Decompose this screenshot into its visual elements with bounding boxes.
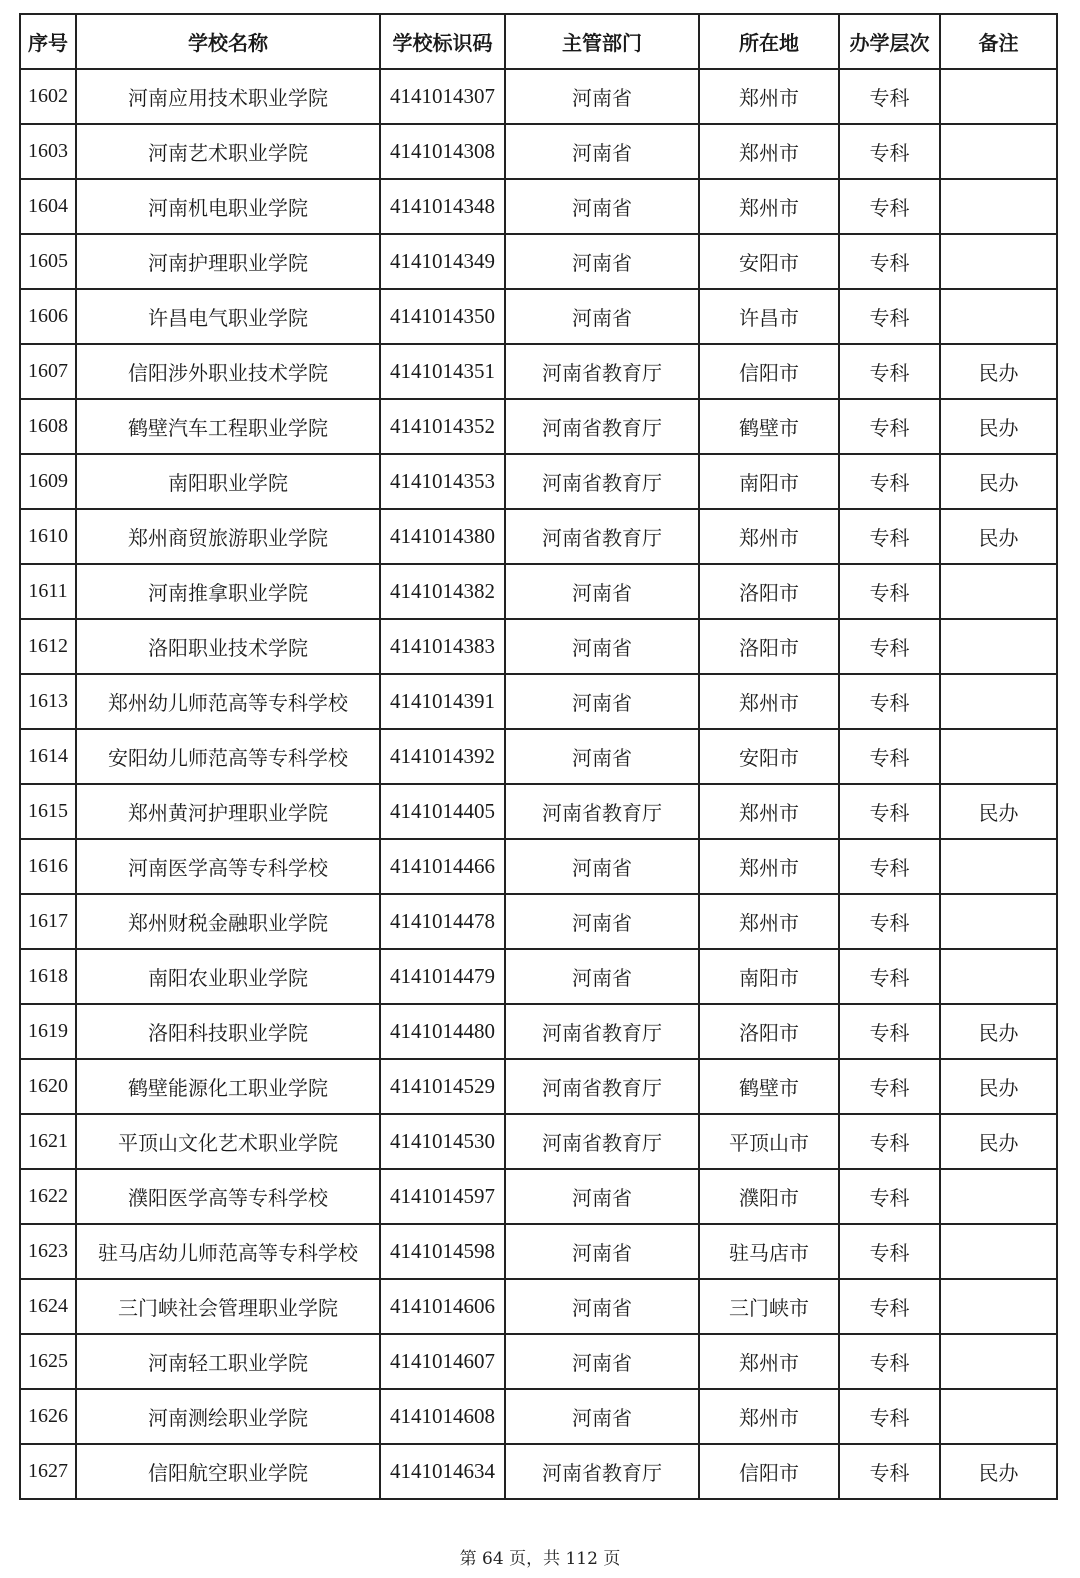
cell-location: 三门峡市 <box>699 1279 839 1334</box>
cell-level: 专科 <box>839 399 940 454</box>
cell-department: 河南省 <box>505 894 699 949</box>
table-row <box>20 674 1057 729</box>
cell-department: 河南省 <box>505 1279 699 1334</box>
cell-level: 专科 <box>839 1004 940 1059</box>
cell-location: 郑州市 <box>699 69 839 124</box>
cell-seq: 1611 <box>20 564 76 619</box>
table-row <box>20 1389 1057 1444</box>
cell-location: 南阳市 <box>699 949 839 1004</box>
cell-note <box>940 69 1057 124</box>
cell-level: 专科 <box>839 1389 940 1444</box>
cell-note <box>940 564 1057 619</box>
cell-department: 河南省教育厅 <box>505 1004 699 1059</box>
cell-level: 专科 <box>839 784 940 839</box>
cell-school-code: 4141014597 <box>380 1169 505 1224</box>
table-row <box>20 729 1057 784</box>
table-row <box>20 344 1057 399</box>
cell-seq: 1626 <box>20 1389 76 1444</box>
cell-department: 河南省 <box>505 234 699 289</box>
cell-seq: 1621 <box>20 1114 76 1169</box>
cell-level: 专科 <box>839 839 940 894</box>
cell-note: 民办 <box>940 399 1057 454</box>
cell-seq: 1606 <box>20 289 76 344</box>
cell-department: 河南省 <box>505 949 699 1004</box>
cell-seq: 1607 <box>20 344 76 399</box>
cell-school-name: 洛阳职业技术学院 <box>76 619 380 674</box>
cell-level: 专科 <box>839 509 940 564</box>
cell-school-name: 河南医学高等专科学校 <box>76 839 380 894</box>
cell-level: 专科 <box>839 1169 940 1224</box>
cell-location: 郑州市 <box>699 179 839 234</box>
cell-location: 郑州市 <box>699 124 839 179</box>
cell-location: 洛阳市 <box>699 619 839 674</box>
cell-department: 河南省教育厅 <box>505 1114 699 1169</box>
cell-school-code: 4141014352 <box>380 399 505 454</box>
cell-school-name: 河南护理职业学院 <box>76 234 380 289</box>
cell-school-code: 4141014350 <box>380 289 505 344</box>
table-header <box>20 14 1057 69</box>
cell-note: 民办 <box>940 1059 1057 1114</box>
cell-school-code: 4141014530 <box>380 1114 505 1169</box>
cell-note <box>940 619 1057 674</box>
cell-seq: 1614 <box>20 729 76 784</box>
cell-location: 信阳市 <box>699 1444 839 1499</box>
cell-seq: 1618 <box>20 949 76 1004</box>
cell-school-code: 4141014405 <box>380 784 505 839</box>
cell-location: 信阳市 <box>699 344 839 399</box>
cell-note <box>940 1279 1057 1334</box>
cell-school-code: 4141014348 <box>380 179 505 234</box>
cell-seq: 1613 <box>20 674 76 729</box>
cell-location: 郑州市 <box>699 509 839 564</box>
cell-school-code: 4141014598 <box>380 1224 505 1279</box>
table-row <box>20 454 1057 509</box>
table-row <box>20 1004 1057 1059</box>
cell-seq: 1612 <box>20 619 76 674</box>
cell-seq: 1604 <box>20 179 76 234</box>
cell-school-code: 4141014529 <box>380 1059 505 1114</box>
cell-school-name: 鹤壁能源化工职业学院 <box>76 1059 380 1114</box>
cell-school-code: 4141014608 <box>380 1389 505 1444</box>
cell-school-code: 4141014308 <box>380 124 505 179</box>
table-row <box>20 69 1057 124</box>
cell-seq: 1610 <box>20 509 76 564</box>
cell-school-name: 郑州幼儿师范高等专科学校 <box>76 674 380 729</box>
cell-school-code: 4141014391 <box>380 674 505 729</box>
cell-note <box>940 1224 1057 1279</box>
cell-school-code: 4141014353 <box>380 454 505 509</box>
cell-note: 民办 <box>940 509 1057 564</box>
cell-location: 平顶山市 <box>699 1114 839 1169</box>
cell-seq: 1616 <box>20 839 76 894</box>
table-row <box>20 399 1057 454</box>
cell-school-name: 鹤壁汽车工程职业学院 <box>76 399 380 454</box>
table-row <box>20 124 1057 179</box>
cell-seq: 1605 <box>20 234 76 289</box>
cell-seq: 1609 <box>20 454 76 509</box>
cell-seq: 1602 <box>20 69 76 124</box>
cell-department: 河南省教育厅 <box>505 784 699 839</box>
cell-level: 专科 <box>839 69 940 124</box>
cell-location: 郑州市 <box>699 894 839 949</box>
school-list-table <box>19 13 1058 1500</box>
cell-seq: 1603 <box>20 124 76 179</box>
cell-school-code: 4141014466 <box>380 839 505 894</box>
cell-school-code: 4141014392 <box>380 729 505 784</box>
cell-note <box>940 839 1057 894</box>
cell-location: 驻马店市 <box>699 1224 839 1279</box>
cell-department: 河南省 <box>505 69 699 124</box>
header-department: 主管部门 <box>505 14 699 69</box>
cell-school-code: 4141014606 <box>380 1279 505 1334</box>
cell-department: 河南省教育厅 <box>505 454 699 509</box>
cell-school-name: 许昌电气职业学院 <box>76 289 380 344</box>
table-row <box>20 784 1057 839</box>
cell-school-name: 河南应用技术职业学院 <box>76 69 380 124</box>
cell-department: 河南省教育厅 <box>505 399 699 454</box>
cell-location: 安阳市 <box>699 234 839 289</box>
cell-seq: 1627 <box>20 1444 76 1499</box>
table-row <box>20 509 1057 564</box>
cell-location: 洛阳市 <box>699 1004 839 1059</box>
table-row <box>20 949 1057 1004</box>
cell-school-code: 4141014307 <box>380 69 505 124</box>
cell-school-name: 信阳航空职业学院 <box>76 1444 380 1499</box>
cell-school-name: 郑州财税金融职业学院 <box>76 894 380 949</box>
cell-note <box>940 1169 1057 1224</box>
cell-level: 专科 <box>839 289 940 344</box>
header-note: 备注 <box>940 14 1057 69</box>
cell-seq: 1622 <box>20 1169 76 1224</box>
cell-department: 河南省 <box>505 564 699 619</box>
cell-location: 郑州市 <box>699 1389 839 1444</box>
cell-school-code: 4141014478 <box>380 894 505 949</box>
cell-department: 河南省 <box>505 289 699 344</box>
cell-department: 河南省 <box>505 1334 699 1389</box>
cell-note <box>940 894 1057 949</box>
cell-location: 郑州市 <box>699 839 839 894</box>
cell-school-code: 4141014349 <box>380 234 505 289</box>
cell-school-name: 三门峡社会管理职业学院 <box>76 1279 380 1334</box>
cell-school-code: 4141014480 <box>380 1004 505 1059</box>
table-row <box>20 1114 1057 1169</box>
cell-school-name: 洛阳科技职业学院 <box>76 1004 380 1059</box>
table-row <box>20 564 1057 619</box>
header-school-name: 学校名称 <box>76 14 380 69</box>
cell-school-name: 河南推拿职业学院 <box>76 564 380 619</box>
header-location: 所在地 <box>699 14 839 69</box>
header-level: 办学层次 <box>839 14 940 69</box>
cell-location: 郑州市 <box>699 784 839 839</box>
cell-location: 郑州市 <box>699 1334 839 1389</box>
cell-location: 洛阳市 <box>699 564 839 619</box>
cell-school-name: 安阳幼儿师范高等专科学校 <box>76 729 380 784</box>
table-row <box>20 1169 1057 1224</box>
table-row <box>20 1279 1057 1334</box>
cell-school-code: 4141014383 <box>380 619 505 674</box>
cell-location: 郑州市 <box>699 674 839 729</box>
cell-level: 专科 <box>839 564 940 619</box>
cell-note <box>940 234 1057 289</box>
cell-location: 鹤壁市 <box>699 1059 839 1114</box>
cell-school-name: 平顶山文化艺术职业学院 <box>76 1114 380 1169</box>
cell-location: 濮阳市 <box>699 1169 839 1224</box>
cell-department: 河南省教育厅 <box>505 1444 699 1499</box>
cell-school-name: 河南艺术职业学院 <box>76 124 380 179</box>
cell-department: 河南省 <box>505 124 699 179</box>
cell-level: 专科 <box>839 179 940 234</box>
cell-department: 河南省 <box>505 729 699 784</box>
cell-department: 河南省 <box>505 839 699 894</box>
table-row <box>20 1224 1057 1279</box>
cell-seq: 1620 <box>20 1059 76 1114</box>
cell-department: 河南省 <box>505 1169 699 1224</box>
cell-note: 民办 <box>940 1444 1057 1499</box>
header-school-code: 学校标识码 <box>380 14 505 69</box>
cell-department: 河南省 <box>505 674 699 729</box>
cell-level: 专科 <box>839 1279 940 1334</box>
table-body <box>20 69 1057 1499</box>
cell-school-name: 郑州商贸旅游职业学院 <box>76 509 380 564</box>
cell-note <box>940 1389 1057 1444</box>
cell-seq: 1619 <box>20 1004 76 1059</box>
cell-note <box>940 124 1057 179</box>
cell-seq: 1608 <box>20 399 76 454</box>
cell-note <box>940 289 1057 344</box>
cell-seq: 1625 <box>20 1334 76 1389</box>
cell-note <box>940 179 1057 234</box>
cell-school-name: 南阳职业学院 <box>76 454 380 509</box>
table-row <box>20 234 1057 289</box>
cell-level: 专科 <box>839 454 940 509</box>
cell-location: 鹤壁市 <box>699 399 839 454</box>
cell-level: 专科 <box>839 1059 940 1114</box>
cell-school-code: 4141014479 <box>380 949 505 1004</box>
table-row <box>20 179 1057 234</box>
cell-school-code: 4141014382 <box>380 564 505 619</box>
cell-level: 专科 <box>839 1224 940 1279</box>
table-row <box>20 619 1057 674</box>
cell-school-name: 郑州黄河护理职业学院 <box>76 784 380 839</box>
cell-note: 民办 <box>940 454 1057 509</box>
cell-location: 南阳市 <box>699 454 839 509</box>
cell-seq: 1624 <box>20 1279 76 1334</box>
cell-seq: 1615 <box>20 784 76 839</box>
cell-school-code: 4141014607 <box>380 1334 505 1389</box>
cell-school-code: 4141014351 <box>380 344 505 399</box>
table-row <box>20 1059 1057 1114</box>
table-row <box>20 289 1057 344</box>
cell-school-name: 濮阳医学高等专科学校 <box>76 1169 380 1224</box>
cell-level: 专科 <box>839 344 940 399</box>
table-row <box>20 1334 1057 1389</box>
cell-school-name: 南阳农业职业学院 <box>76 949 380 1004</box>
cell-note: 民办 <box>940 344 1057 399</box>
cell-note <box>940 1334 1057 1389</box>
cell-department: 河南省 <box>505 179 699 234</box>
cell-note: 民办 <box>940 1114 1057 1169</box>
cell-level: 专科 <box>839 1114 940 1169</box>
header-seq: 序号 <box>20 14 76 69</box>
cell-note <box>940 949 1057 1004</box>
cell-level: 专科 <box>839 674 940 729</box>
page-footer: 第 64 页，共 112 页 <box>459 1549 621 1569</box>
cell-seq: 1623 <box>20 1224 76 1279</box>
document-page <box>19 13 1056 1500</box>
cell-level: 专科 <box>839 619 940 674</box>
cell-note <box>940 674 1057 729</box>
cell-seq: 1617 <box>20 894 76 949</box>
cell-department: 河南省教育厅 <box>505 1059 699 1114</box>
cell-note: 民办 <box>940 784 1057 839</box>
cell-level: 专科 <box>839 234 940 289</box>
cell-school-name: 驻马店幼儿师范高等专科学校 <box>76 1224 380 1279</box>
cell-department: 河南省教育厅 <box>505 344 699 399</box>
table-row <box>20 839 1057 894</box>
cell-location: 许昌市 <box>699 289 839 344</box>
cell-school-code: 4141014634 <box>380 1444 505 1499</box>
cell-school-code: 4141014380 <box>380 509 505 564</box>
cell-department: 河南省 <box>505 1224 699 1279</box>
cell-school-name: 河南轻工职业学院 <box>76 1334 380 1389</box>
cell-department: 河南省 <box>505 1389 699 1444</box>
cell-school-name: 河南测绘职业学院 <box>76 1389 380 1444</box>
table-row <box>20 894 1057 949</box>
cell-department: 河南省 <box>505 619 699 674</box>
cell-note <box>940 729 1057 784</box>
cell-location: 安阳市 <box>699 729 839 784</box>
cell-level: 专科 <box>839 894 940 949</box>
cell-school-name: 河南机电职业学院 <box>76 179 380 234</box>
cell-level: 专科 <box>839 1334 940 1389</box>
cell-level: 专科 <box>839 729 940 784</box>
cell-level: 专科 <box>839 1444 940 1499</box>
cell-school-name: 信阳涉外职业技术学院 <box>76 344 380 399</box>
cell-note: 民办 <box>940 1004 1057 1059</box>
cell-level: 专科 <box>839 124 940 179</box>
header-row <box>20 14 1057 69</box>
cell-department: 河南省教育厅 <box>505 509 699 564</box>
table-row <box>20 1444 1057 1499</box>
cell-level: 专科 <box>839 949 940 1004</box>
